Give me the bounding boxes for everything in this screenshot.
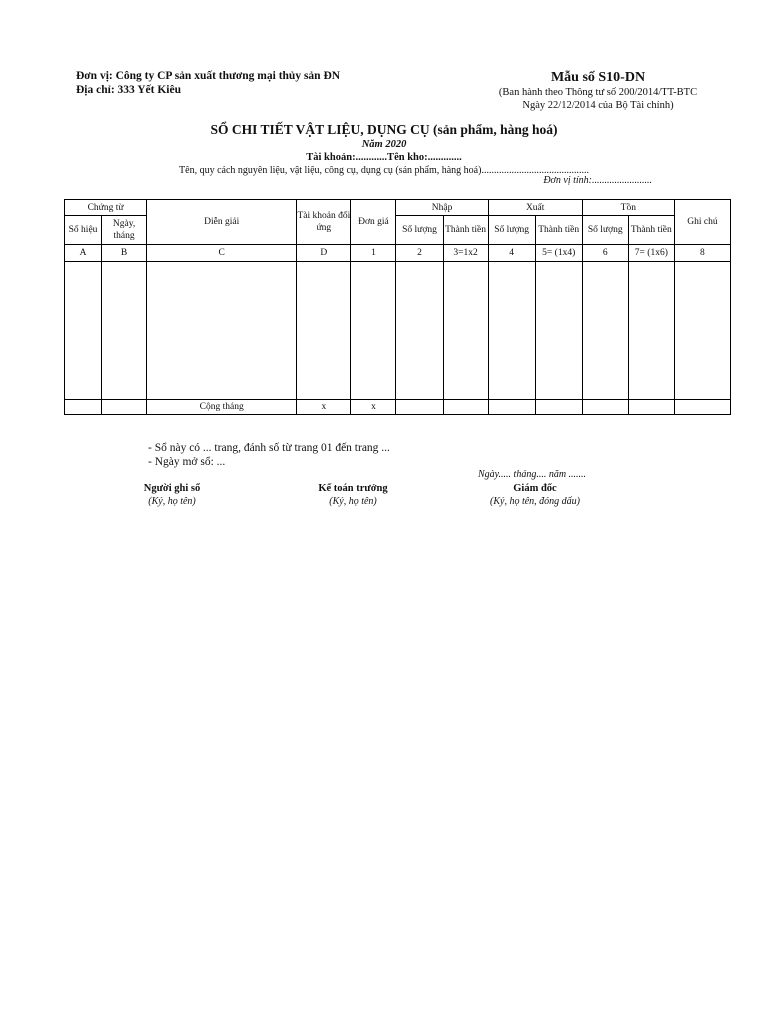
header-voucher-date: Ngày, tháng — [102, 216, 147, 245]
index-cell: 7= (1x6) — [628, 245, 674, 262]
entry-cell[interactable] — [535, 400, 582, 415]
entry-area-row — [65, 262, 731, 400]
index-cell: 1 — [351, 245, 396, 262]
account-line: Tài khoản:............Tên kho:............. — [306, 152, 462, 163]
notes-block — [148, 441, 390, 469]
header-note: Ghi chú — [674, 200, 730, 245]
entry-cell[interactable] — [674, 400, 730, 415]
index-cell: 4 — [488, 245, 535, 262]
signature-recorder — [112, 482, 232, 508]
signature-accountant — [293, 482, 413, 508]
recorder-hint: (Ký, họ tên) — [148, 496, 196, 507]
header-stock-amount: Thành tiền — [628, 216, 674, 245]
entry-cell[interactable] — [102, 400, 147, 415]
form-code: Mẫu số S10-DN — [550, 70, 646, 85]
organization-block — [76, 69, 340, 97]
note-pages: - Sổ này có ... trang, đánh số từ trang 01 đến trang ... — [148, 442, 390, 454]
entry-cell[interactable] — [628, 400, 674, 415]
index-cell: 8 — [674, 245, 730, 262]
total-x-account: x — [297, 400, 351, 415]
accountant-hint: (Ký, họ tên) — [329, 496, 377, 507]
entry-cell[interactable] — [628, 262, 674, 400]
index-cell: D — [297, 245, 351, 262]
title-block — [0, 122, 768, 177]
note-open-date: - Ngày mở sổ: ... — [148, 456, 226, 468]
entry-cell[interactable] — [443, 400, 488, 415]
index-cell: 2 — [396, 245, 443, 262]
entry-cell[interactable] — [582, 262, 628, 400]
index-cell: A — [65, 245, 102, 262]
signature-director — [470, 482, 600, 508]
entry-cell[interactable] — [65, 262, 102, 400]
header-receipt-amount: Thành tiền — [443, 216, 488, 245]
entry-cell[interactable] — [102, 262, 147, 400]
header-unit-price: Đơn giá — [351, 200, 396, 245]
header-description: Diễn giải — [147, 200, 297, 245]
form-note-1: (Ban hành theo Thông tư số 200/2014/TT-BTC — [498, 87, 698, 98]
entry-cell[interactable] — [443, 262, 488, 400]
header-receipt-qty: Số lượng — [396, 216, 443, 245]
total-x-price: x — [351, 400, 396, 415]
index-row — [65, 245, 731, 262]
index-cell: C — [147, 245, 297, 262]
accountant-role: Kế toán trưởng — [318, 483, 388, 494]
entry-cell[interactable] — [147, 262, 297, 400]
ledger-table — [64, 199, 731, 415]
entry-cell[interactable] — [297, 262, 351, 400]
form-note-2: Ngày 22/12/2014 của Bộ Tài chính) — [522, 100, 674, 111]
header-voucher: Chứng từ — [65, 200, 147, 216]
entry-cell[interactable] — [396, 400, 443, 415]
index-cell: 6 — [582, 245, 628, 262]
header-issue: Xuất — [488, 200, 582, 216]
header-issue-qty: Số lượng — [488, 216, 535, 245]
total-label: Cộng tháng — [147, 400, 297, 415]
header-stock-qty: Số lượng — [582, 216, 628, 245]
index-cell: 3=1x2 — [443, 245, 488, 262]
entry-cell[interactable] — [674, 262, 730, 400]
entry-cell[interactable] — [488, 262, 535, 400]
signature-date: Ngày..... tháng.... năm ....... — [478, 469, 587, 480]
spec-line: Tên, quy cách nguyên liệu, vật liệu, công cụ, dụng cụ (sản phẩm, hàng hoá)........................................... — [179, 165, 589, 176]
entry-cell[interactable] — [396, 262, 443, 400]
director-hint: (Ký, họ tên, đóng dấu) — [490, 496, 580, 507]
header-issue-amount: Thành tiền — [535, 216, 582, 245]
header-voucher-number: Số hiệu — [65, 216, 102, 245]
entry-cell[interactable] — [65, 400, 102, 415]
unit-line: Đơn vị tính:........................ — [543, 175, 652, 186]
entry-cell[interactable] — [351, 262, 396, 400]
form-info — [478, 69, 718, 112]
page-title: SỔ CHI TIẾT VẬT LIỆU, DỤNG CỤ (sản phẩm, hàng hoá) — [210, 122, 558, 137]
org-address: Địa chỉ: 333 Yết Kiêu — [76, 84, 181, 96]
index-cell: B — [102, 245, 147, 262]
header-receipt: Nhập — [396, 200, 488, 216]
director-role: Giám đốc — [513, 483, 557, 494]
recorder-role: Người ghi sổ — [143, 483, 201, 494]
total-row — [65, 400, 731, 415]
entry-cell[interactable] — [488, 400, 535, 415]
entry-cell[interactable] — [582, 400, 628, 415]
entry-cell[interactable] — [535, 262, 582, 400]
year-label: Năm 2020 — [361, 139, 407, 150]
header-counter-account: Tài khoản đối ứng — [297, 200, 351, 245]
org-name: Đơn vị: Công ty CP sản xuất thương mại thủy sản ĐN — [76, 70, 341, 82]
index-cell: 5= (1x4) — [535, 245, 582, 262]
header-stock: Tồn — [582, 200, 674, 216]
